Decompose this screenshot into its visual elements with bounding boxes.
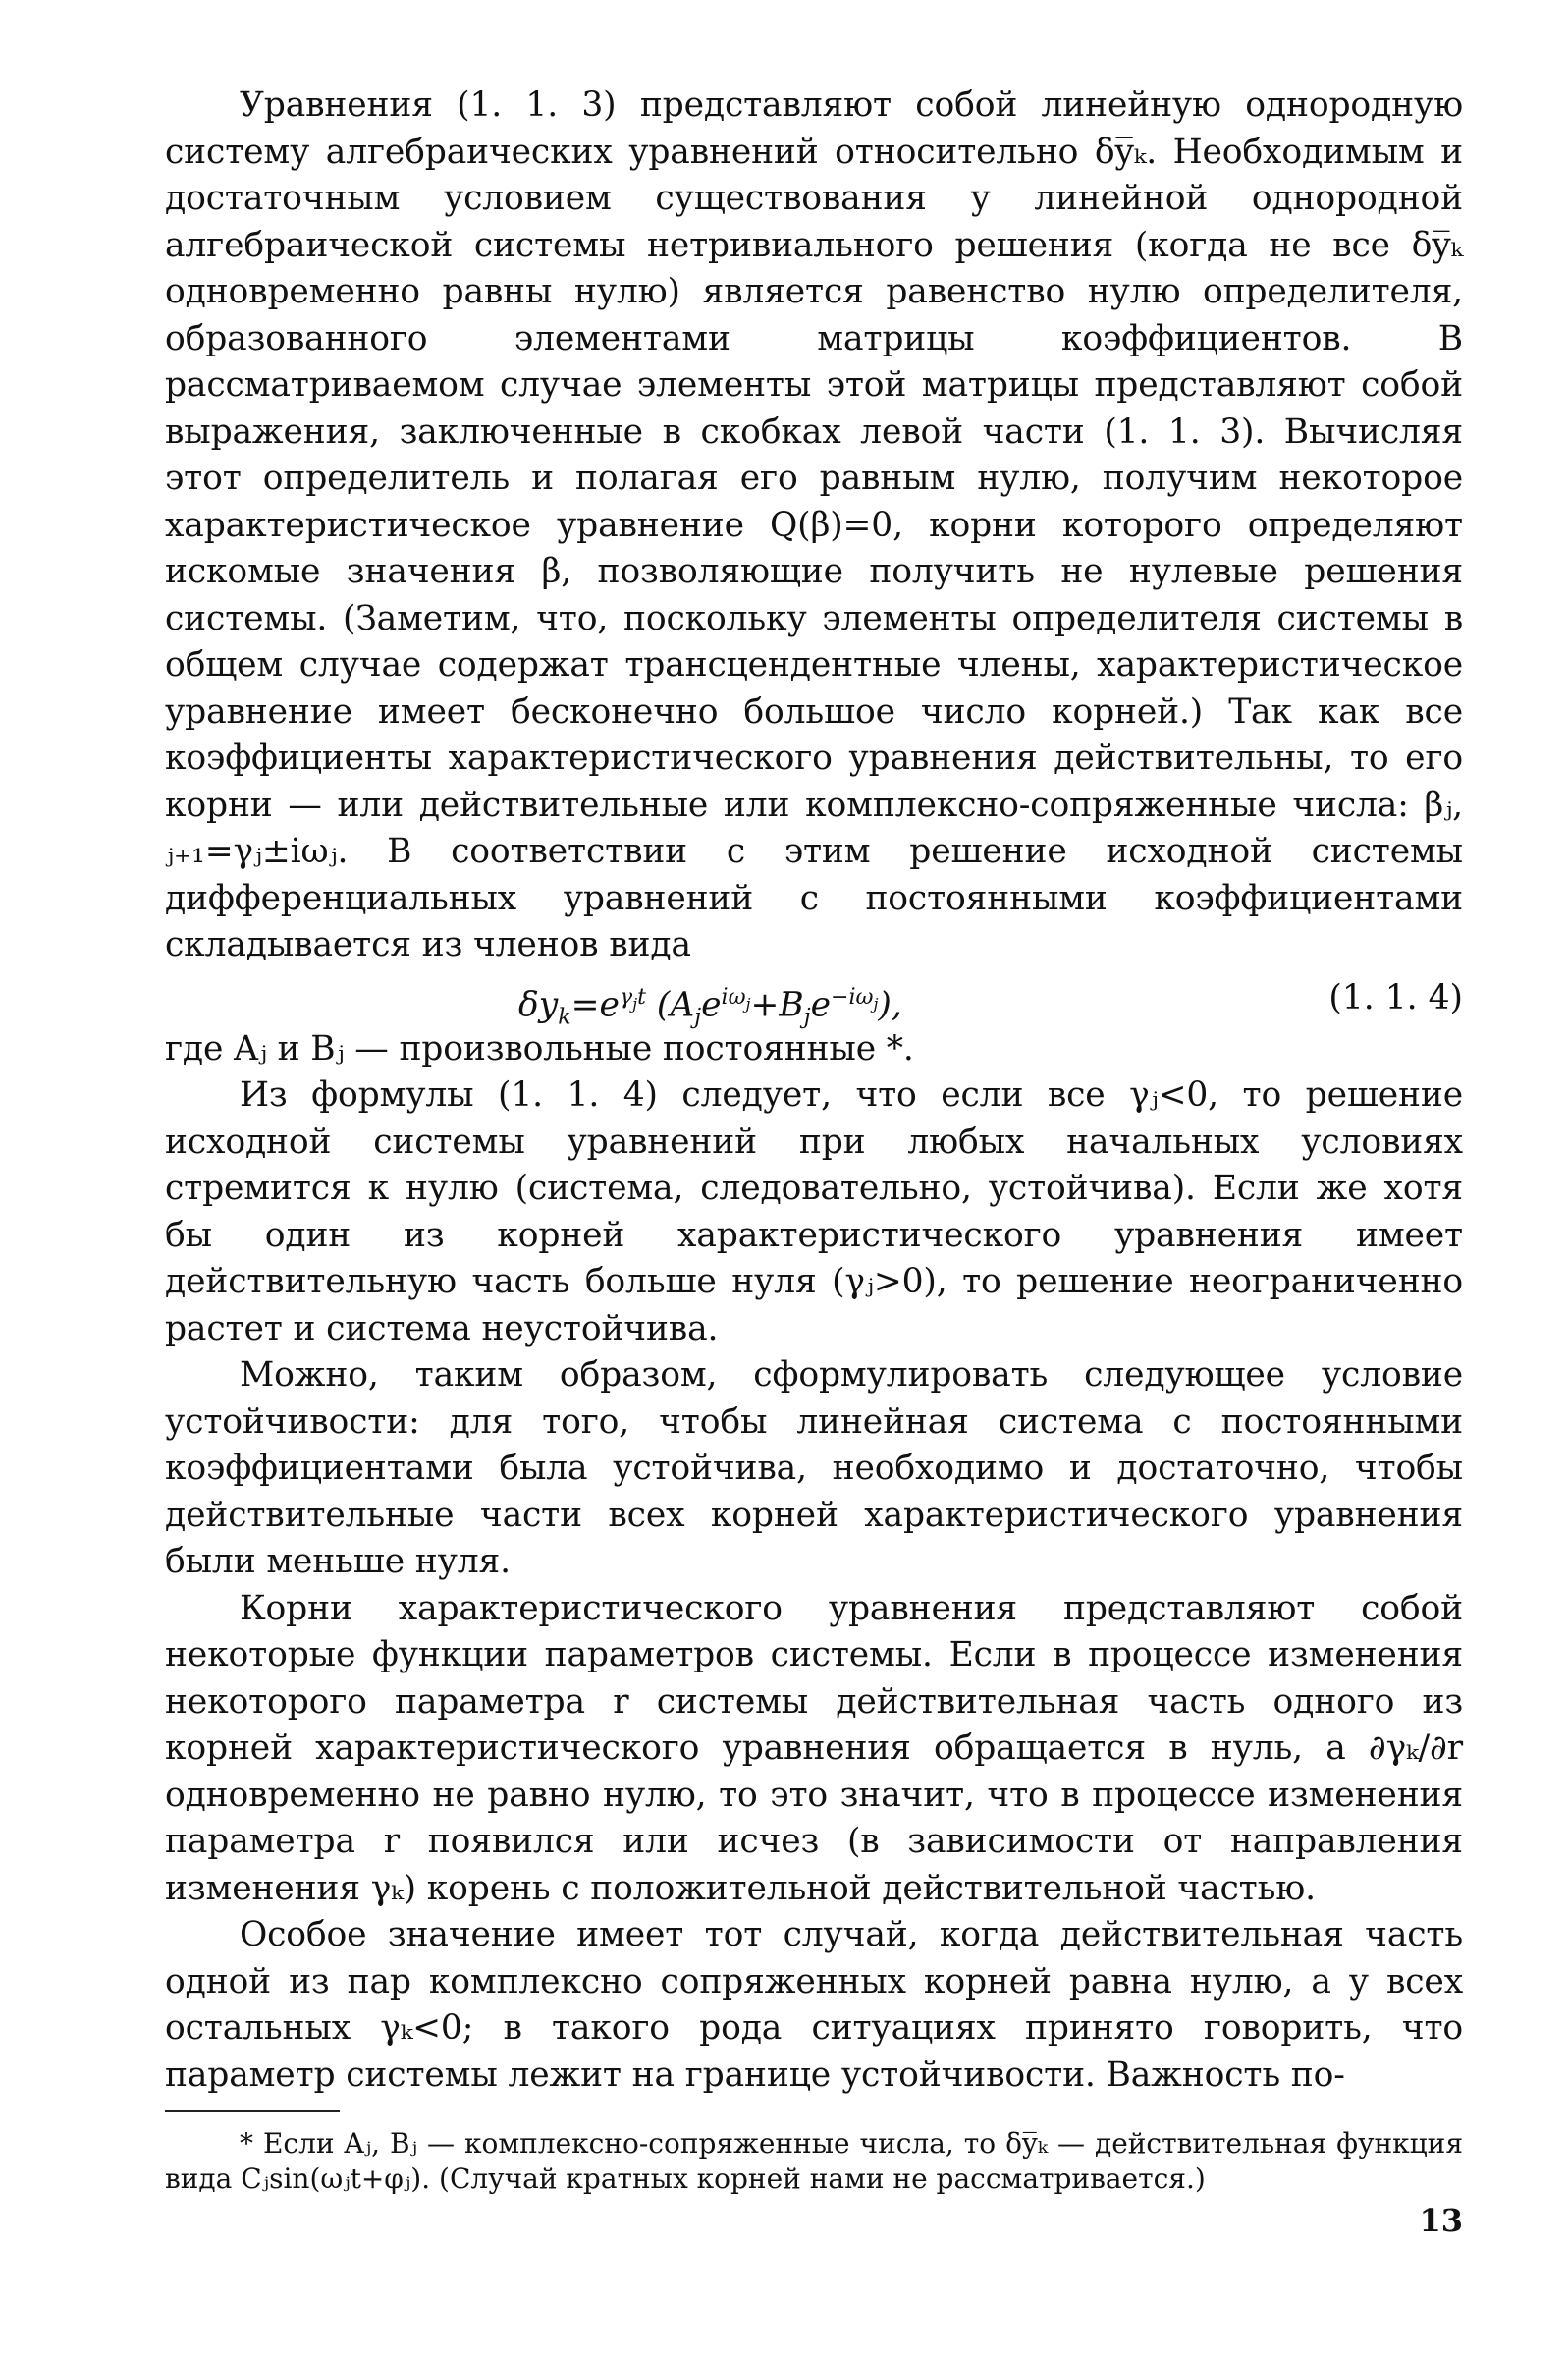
paragraph-6: Особое значение имеет тот случай, когда действительная часть одной из пар комплексно сопряженных корней равна нулю, а у всех остальных γₖ<0; в такого рода ситуациях принято говорить, что параметр системы лежит на границе устойчивости. Важность по- [165, 1915, 1463, 2095]
paragraph-5: Корни характеристического уравнения представляют собой некоторые функции параметров системы. Если в процессе изменения некоторого параметра r системы действительная часть одного из корней характеристического уравнения обращается в нуль, а ∂γₖ/∂r одновременно не равно нулю, то это значит, что в процессе изменения параметра r появился или исчез (в зависимости от направления изменения γₖ) корень с положительной действительной частью. [165, 1588, 1463, 1908]
equation-formula: $\delta y_k=e^{\gamma_jt}$ $(A_je^{i\omega_j}+B_je^{-i\omega_j})$, [518, 984, 902, 1029]
footnote: * Если Aⱼ, Bⱼ — комплексно-сопряженные числа, то δy̅ₖ — действительная функция вида Cⱼsin(ωⱼt+φⱼ). (Случай кратных корней нами не рассматривается.) [165, 2127, 1463, 2195]
footnote-divider [165, 2110, 340, 2112]
paragraph-2: где Aⱼ и Bⱼ — произвольные постоянные *. [165, 1028, 914, 1069]
paragraph-1: Уравнения (1. 1. 3) представляют собой линейную однородную систему алгебраических уравнений относительно δy̅ₖ. Необходимым и достаточным условием существования у линейной однородной алгебраической системы нетривиального решения (когда не все δy̅ₖ одновременно равны нулю) является равенство нулю определителя, образованного элементами матрицы коэффициентов. В рассматриваемом случае элементы этой матрицы представляют собой выражения, заключенные в скобках левой части (1. 1. 3). Вычисляя этот определитель и полагая его равным нулю, получим некоторое характеристическое уравнение Q(β)=0, корни которого определяют искомые значения β, позволяющие получить не нулевые решения системы. (Заметим, что, поскольку элементы определителя системы в общем случае содержат трансцендентные члены, характеристическое уравнение имеет бесконечно большое число корней.) Так как все коэффициенты характеристического уравнения действительны, то его корни — или действительные или комплексно-сопряженные числа: βⱼ, ⱼ₊₁=γⱼ±iωⱼ. В соответствии с этим решение исходной системы дифференциальных уравнений с постоянными коэффициентами складывается из членов вида [165, 85, 1463, 964]
equation-number: (1. 1. 4) [1328, 977, 1463, 1017]
page-body [165, 82, 1463, 2197]
page-number: 13 [1419, 2202, 1463, 2239]
paragraph-4: Можно, таким образом, сформулировать следующее условие устойчивости: для того, чтобы линейная система с постоянными коэффициентами была устойчива, необходимо и достаточно, чтобы действительные части всех корней характеристического уравнения были меньше нуля. [165, 1355, 1463, 1581]
paragraph-3: Из формулы (1. 1. 4) следует, что если все γⱼ<0, то решение исходной системы уравнений при любых начальных условиях стремится к нулю (система, следовательно, устойчива). Если же хотя бы один из корней характеристического уравнения имеет действительную часть больше нуля (γⱼ>0), то решение неограниченно растет и система неустойчива. [165, 1075, 1463, 1348]
equation-1-1-4 [165, 969, 1463, 1029]
